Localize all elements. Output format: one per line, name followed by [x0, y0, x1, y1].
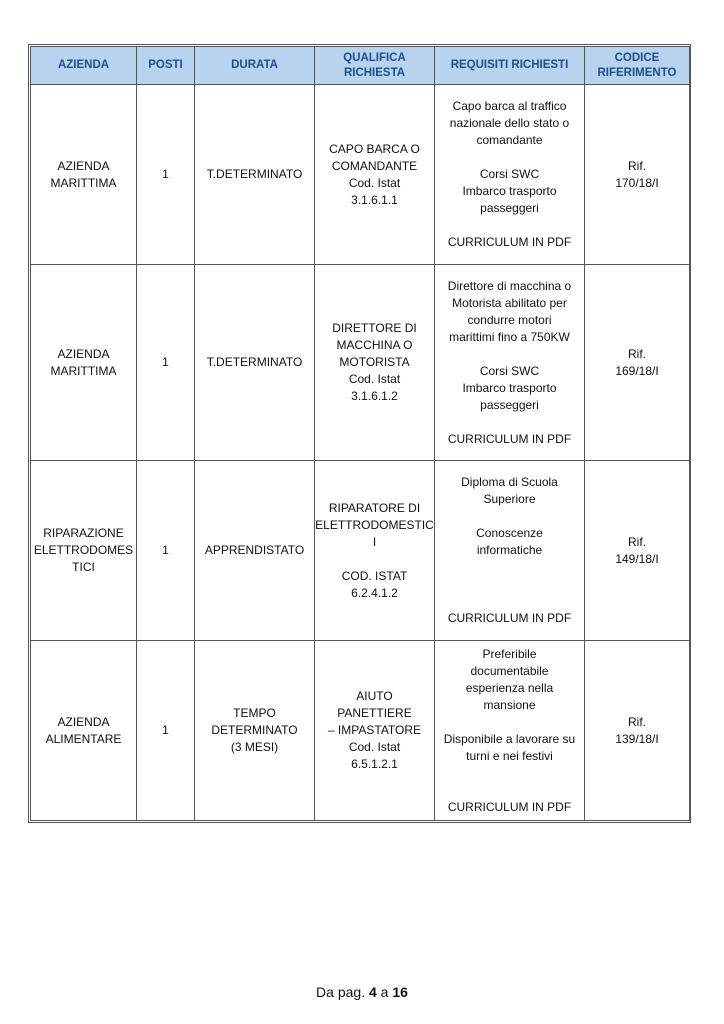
cell-posti-value: 1 — [162, 723, 169, 737]
cell-requisiti-line: Corsi SWC — [479, 363, 540, 378]
cell-qualifica-line: 6.2.4.1.2 — [351, 585, 398, 600]
cell-codice-line: 169/18/I — [615, 363, 659, 378]
table-header-row — [31, 47, 690, 85]
cell-requisiti-line: documentabile — [470, 663, 549, 678]
cell-codice — [585, 265, 690, 461]
cell-azienda-line: ALIMENTARE — [45, 731, 122, 746]
cell-azienda-line: AZIENDA — [57, 158, 110, 173]
table-row — [31, 461, 690, 641]
cell-requisiti-line: CURRICULUM IN PDF — [447, 799, 572, 814]
cell-requisiti-line: Preferibile — [482, 646, 537, 661]
cell-azienda — [31, 461, 137, 641]
cell-posti — [137, 85, 195, 265]
cell-durata-line: (3 MESI) — [230, 740, 279, 754]
cell-azienda — [31, 641, 137, 821]
cell-codice-line: 149/18/I — [615, 551, 659, 566]
cell-codice — [585, 641, 690, 821]
cell-requisiti-line: CURRICULUM IN PDF — [447, 611, 572, 625]
cell-codice-line: 139/18/I — [615, 731, 659, 746]
cell-posti — [137, 265, 195, 461]
cell-durata — [195, 461, 315, 641]
cell-requisiti-line: CURRICULUM IN PDF — [447, 431, 572, 446]
cell-qualifica-line: MOTORISTA — [339, 355, 410, 369]
header-durata: DURATA — [195, 47, 315, 85]
cell-requisiti-line: Conoscenze — [476, 526, 543, 540]
cell-requisiti-line: Imbarco trasporto — [462, 380, 557, 395]
cell-requisiti-line: Motorista abilitato per — [452, 295, 567, 310]
footer-total: 16 — [392, 984, 408, 1000]
cell-qualifica-line: 3.1.6.1.2 — [351, 389, 398, 403]
cell-qualifica-line: – IMPASTATORE — [327, 723, 422, 737]
cell-requisiti-line: Corsi SWC — [479, 167, 540, 181]
cell-requisiti-line: CURRICULUM IN PDF — [447, 235, 572, 249]
cell-qualifica-line: Cod. Istat — [348, 372, 401, 386]
footer-page: 4 — [368, 984, 377, 1000]
cell-azienda-line: AZIENDA — [57, 714, 110, 729]
footer-prefix: Da pag. — [316, 984, 366, 1000]
cell-azienda-line: MARITTIMA — [50, 175, 117, 190]
cell-azienda-line: MARITTIMA — [50, 363, 117, 378]
cell-codice-line: Rif. — [628, 714, 646, 729]
cell-qualifica — [315, 461, 435, 641]
cell-requisiti — [435, 641, 585, 821]
cell-durata — [195, 265, 315, 461]
cell-qualifica — [315, 265, 435, 461]
cell-posti-value: 1 — [162, 543, 169, 557]
cell-requisiti-line: informatiche — [476, 543, 543, 557]
cell-qualifica-line: AIUTO PANETTIERE — [337, 689, 412, 720]
cell-requisiti-line: Imbarco trasporto — [462, 184, 557, 198]
cell-azienda-line: RIPARAZIONE — [43, 526, 124, 540]
cell-requisiti-line: Capo barca al traffico — [452, 99, 567, 113]
cell-qualifica-line: DIRETTORE DI — [332, 321, 417, 335]
cell-qualifica-line: 3.1.6.1.1 — [351, 192, 398, 207]
footer-sep: a — [380, 984, 389, 1000]
cell-requisiti-line: condurre motori — [467, 312, 552, 327]
job-table-frame — [28, 44, 691, 823]
cell-durata-line: T.DETERMINATO — [206, 167, 303, 181]
header-requisiti: REQUISITI RICHIESTI — [435, 47, 585, 85]
cell-requisiti-line: Diploma di Scuola — [461, 475, 558, 489]
table-row — [31, 265, 690, 461]
table-row — [31, 85, 690, 265]
cell-codice-line: Rif. — [628, 534, 646, 549]
cell-azienda — [31, 265, 137, 461]
cell-qualifica-line: ELETTRODOMESTIC — [315, 517, 434, 532]
cell-requisiti — [435, 461, 585, 641]
cell-qualifica-line: RIPARATORE DI — [328, 500, 421, 515]
cell-posti-value: 1 — [162, 355, 169, 369]
cell-azienda-line: ELETTRODOMES — [33, 543, 134, 557]
cell-qualifica — [315, 85, 435, 265]
cell-requisiti-line: esperienza nella — [465, 680, 554, 695]
cell-requisiti — [435, 85, 585, 265]
cell-codice-line: 170/18/I — [615, 175, 659, 190]
cell-codice-line: Rif. — [628, 346, 646, 361]
cell-durata-line: DETERMINATO — [211, 723, 298, 737]
cell-requisiti-line: Direttore di macchina o — [447, 278, 572, 293]
header-codice: CODICE RIFERIMENTO — [585, 47, 690, 85]
table-row — [31, 641, 690, 821]
cell-requisiti-line: mansione — [483, 697, 536, 712]
cell-azienda-line: AZIENDA — [57, 346, 110, 361]
cell-qualifica-line: COD. ISTAT — [341, 568, 408, 583]
cell-requisiti-line: Superiore — [483, 492, 536, 506]
cell-qualifica-line: Cod. Istat — [348, 740, 401, 754]
page-footer — [0, 984, 724, 1000]
cell-qualifica-line: Cod. Istat — [348, 175, 401, 190]
cell-qualifica-line: MACCHINA O — [336, 338, 413, 352]
cell-codice-line: Rif. — [628, 158, 646, 173]
header-posti: POSTI — [137, 47, 195, 85]
cell-posti-value: 1 — [162, 167, 169, 181]
cell-durata — [195, 85, 315, 265]
cell-requisiti-line: marittimi fino a 750KW — [449, 329, 570, 344]
cell-posti — [137, 461, 195, 641]
cell-requisiti — [435, 265, 585, 461]
cell-requisiti-line: comandante — [476, 133, 543, 147]
cell-azienda — [31, 85, 137, 265]
cell-azienda-line: TICI — [72, 560, 95, 574]
header-qualifica: QUALIFICA RICHIESTA — [315, 47, 435, 85]
cell-qualifica-line: I — [372, 534, 377, 549]
cell-qualifica — [315, 641, 435, 821]
cell-posti — [137, 641, 195, 821]
cell-requisiti-line: turni e nei festivi — [466, 748, 553, 763]
cell-codice — [585, 461, 690, 641]
job-listings-table — [30, 46, 690, 821]
cell-qualifica-line: COMANDANTE — [331, 158, 418, 173]
cell-durata — [195, 641, 315, 821]
cell-durata-line: APPRENDISTATO — [204, 543, 305, 557]
cell-requisiti-line: nazionale dello stato o — [449, 116, 570, 130]
cell-qualifica-line: CAPO BARCA O — [329, 141, 420, 156]
cell-requisiti-line: Disponibile a lavorare su — [443, 731, 576, 746]
cell-durata-line: TEMPO — [233, 706, 276, 720]
cell-requisiti-line: passeggeri — [480, 397, 539, 412]
cell-requisiti-line: passeggeri — [480, 201, 539, 215]
cell-durata-line: T.DETERMINATO — [206, 355, 303, 369]
cell-qualifica-line: 6.5.1.2.1 — [351, 757, 398, 771]
header-azienda: AZIENDA — [31, 47, 137, 85]
cell-codice — [585, 85, 690, 265]
